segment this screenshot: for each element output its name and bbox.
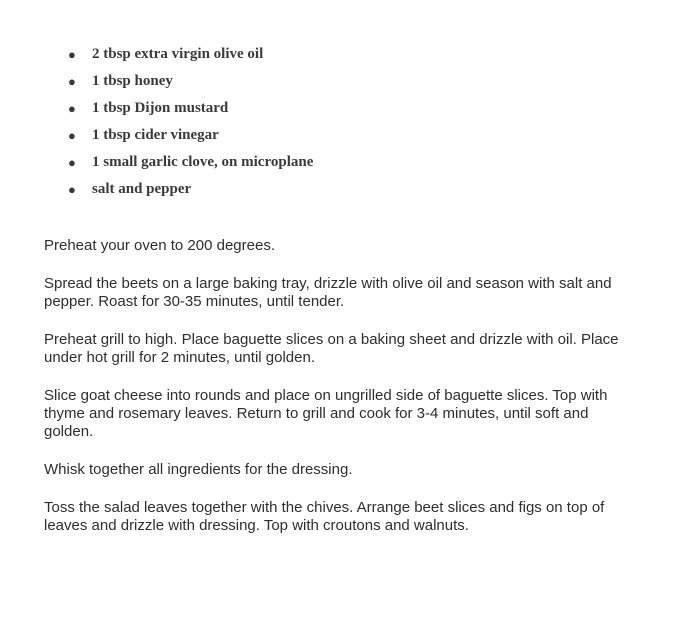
method-step: Preheat grill to high. Place baguette slices on a baking sheet and drizzle with oil. Place under hot grill for 2 minutes, until golden. [44,331,619,366]
ingredient-item [60,179,313,206]
ingredient-item [60,44,313,71]
ingredient-text: salt and pepper [92,181,192,197]
method-step: Preheat your oven to 200 degrees. [44,237,275,254]
ingredient-text: 1 tbsp cider vinegar [92,127,219,143]
dressing-ingredients-list [60,44,313,206]
bullet-icon: ● [68,101,76,116]
ingredient-item [60,152,313,179]
ingredient-item [60,125,313,152]
ingredient-item [60,98,313,125]
ingredient-text: 2 tbsp extra virgin olive oil [92,46,264,62]
bullet-icon: ● [68,47,76,62]
bullet-icon: ● [68,74,76,89]
bullet-icon: ● [68,128,76,143]
method-step: Slice goat cheese into rounds and place on ungrilled side of baguette slices. Top with thyme and rosemary leaves. Return to grill and cook for 3-4 minutes, until soft and golden. [44,387,608,440]
method-steps [44,237,624,555]
ingredient-text: 1 tbsp honey [92,73,173,89]
ingredient-text: 1 tbsp Dijon mustard [92,100,229,116]
bullet-icon: ● [68,155,76,170]
ingredient-item [60,71,313,98]
method-step: Toss the salad leaves together with the chives. Arrange beet slices and figs on top of leaves and drizzle with dressing. Top with croutons and walnuts. [44,499,605,534]
ingredient-text: 1 small garlic clove, on microplane [92,154,314,170]
method-step: Spread the beets on a large baking tray, drizzle with olive oil and season with salt and pepper. Roast for 30-35 minutes, until tender. [44,275,612,310]
bullet-icon: ● [68,182,76,197]
method-step: Whisk together all ingredients for the dressing. [44,461,353,478]
